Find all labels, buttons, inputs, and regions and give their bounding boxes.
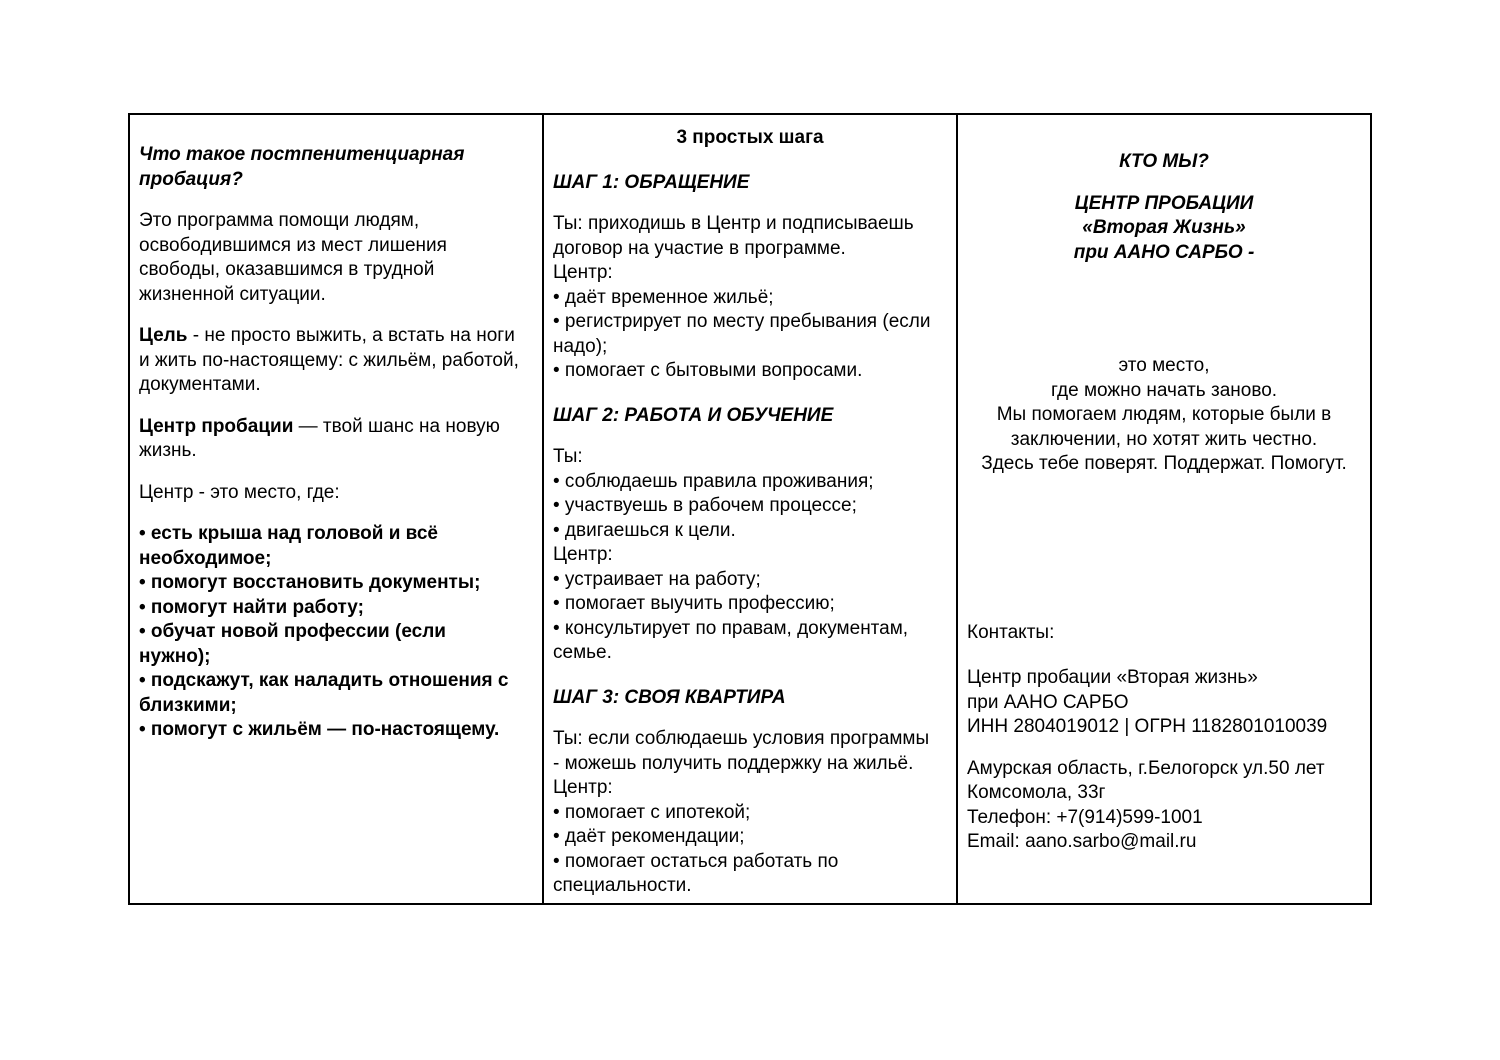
text-line <box>139 324 533 349</box>
text-line: ШАГ 2: РАБОТА И ОБУЧЕНИЕ <box>553 404 834 426</box>
question-heading <box>139 143 533 192</box>
text-line: • даёт рекомендации; <box>553 826 745 847</box>
text-line: • помогает с бытовыми вопросами. <box>553 360 863 381</box>
text-line: Ты: если соблюдаешь условия программы <box>553 728 930 749</box>
text-line: Ты: приходишь в Центр и подписываешь <box>553 213 914 234</box>
text-line: Центр - это место, где: <box>139 481 340 503</box>
text-line: Что такое постпенитенциарная <box>139 144 465 165</box>
goal-paragraph <box>139 324 533 398</box>
text-line: Центр пробации «Вторая жизнь» <box>967 667 1258 688</box>
text-line: - можешь получить поддержку на жильё. <box>553 752 914 774</box>
text-line: необходимое; <box>139 547 272 569</box>
emphasized-text: Цель <box>139 325 188 346</box>
text-line: Комсомола, 33г <box>967 782 1106 803</box>
text-line: при ААНО САРБО - <box>1073 241 1255 263</box>
text-line: жизненной ситуации. <box>139 283 326 305</box>
text-line: • участвуешь в рабочем процессе; <box>553 495 857 516</box>
text-line: • даёт временное жильё; <box>553 286 774 308</box>
intro-paragraph <box>139 209 533 307</box>
column-who-we-are <box>956 115 1370 903</box>
benefits-list <box>139 522 533 743</box>
text-line: пробация? <box>139 168 243 190</box>
mission-paragraph <box>967 354 1361 477</box>
text-line: Телефон: +7(914)599-1001 <box>967 806 1203 828</box>
text-line: Здесь тебе поверят. Поддержат. Помогут. <box>981 453 1347 474</box>
text-line: надо); <box>553 335 608 357</box>
text-line: Центр: <box>553 262 613 283</box>
text-line: это место, <box>1118 355 1210 376</box>
text-line: договор на участие в программе. <box>553 237 846 259</box>
text-line: семье. <box>553 642 612 663</box>
text-line: • помогает с ипотекой; <box>553 801 751 823</box>
place-intro-line <box>139 481 533 506</box>
text-line: «Вторая Жизнь» <box>1082 217 1246 238</box>
text-line: Амурская область, г.Белогорск ул.50 лет <box>967 757 1325 779</box>
text-line: 3 простых шага <box>676 127 824 148</box>
text-line: специальности. <box>553 875 692 896</box>
text-line: Контакты: <box>967 621 1055 643</box>
text-line: ШАГ 3: СВОЯ КВАРТИРА <box>553 686 786 708</box>
text-line: • помогут найти работу; <box>139 596 364 618</box>
address-details <box>967 757 1361 855</box>
chance-paragraph <box>139 415 533 464</box>
contacts-heading <box>967 621 1361 646</box>
text-line: • помогает выучить профессию; <box>553 593 835 614</box>
text-line: • подскажут, как наладить отношения с <box>139 670 509 691</box>
step-1-details <box>553 212 947 384</box>
text-line: Мы помогаем людям, которые были в <box>996 404 1332 425</box>
text-line: Это программа помощи людям, <box>139 210 420 231</box>
center-name-heading <box>967 192 1361 266</box>
text-line: Центр: <box>553 544 613 565</box>
text-line: нужно); <box>139 645 211 667</box>
text-line: • двигаешься к цели. <box>553 519 736 541</box>
text-line: Центр: <box>553 777 613 798</box>
text-line: • устраивает на работу; <box>553 568 761 590</box>
text-line: • помогает остаться работать по <box>553 850 839 872</box>
column-three-steps <box>542 115 956 903</box>
plain-text: — твой шанс на новую <box>293 415 500 437</box>
text-line: ИНН 2804019012 | ОГРН 1182801010039 <box>967 716 1328 737</box>
text-line: при ААНО САРБО <box>967 691 1129 713</box>
step-3-details <box>553 727 947 899</box>
step-3-heading <box>553 686 947 711</box>
text-line: • есть крыша над головой и всё <box>139 523 438 544</box>
text-line: • обучат новой профессии (если <box>139 621 446 642</box>
text-line: • регистрирует по месту пребывания (если <box>553 311 931 332</box>
text-line: близкими; <box>139 694 237 716</box>
who-we-are-heading <box>967 150 1361 175</box>
step-1-heading <box>553 171 947 196</box>
text-line: • консультирует по правам, документам, <box>553 617 909 639</box>
text-line: жизнь. <box>139 440 197 461</box>
org-details <box>967 666 1361 740</box>
text-line: освободившимся из мест лишения <box>139 234 447 256</box>
text-line: • помогут восстановить документы; <box>139 572 481 593</box>
leaflet-table <box>128 113 1372 905</box>
text-line: свободы, оказавшимся в трудной <box>139 259 435 280</box>
steps-title <box>553 126 947 151</box>
step-2-heading <box>553 404 947 429</box>
text-line: Email: aano.sarbo@mail.ru <box>967 831 1197 852</box>
text-line: ШАГ 1: ОБРАЩЕНИЕ <box>553 171 750 193</box>
text-line: и жить по-настоящему: с жильём, работой, <box>139 349 519 371</box>
text-line: Ты: <box>553 446 583 467</box>
text-line: КТО МЫ? <box>1119 151 1209 172</box>
text-line: документами. <box>139 374 261 395</box>
text-line: • помогут с жильём — по-настоящему. <box>139 719 500 740</box>
text-line: где можно начать заново. <box>1050 379 1278 401</box>
text-line: заключении, но хотят жить честно. <box>1010 428 1318 450</box>
step-2-details <box>553 445 947 666</box>
emphasized-text: Центр пробации <box>139 415 294 437</box>
column-what-is-probation <box>130 115 542 903</box>
text-line: • соблюдаешь правила проживания; <box>553 470 874 492</box>
text-line: ЦЕНТР ПРОБАЦИИ <box>1074 192 1254 214</box>
text-line <box>139 415 533 440</box>
plain-text: - не просто выжить, а встать на ноги <box>187 325 515 346</box>
